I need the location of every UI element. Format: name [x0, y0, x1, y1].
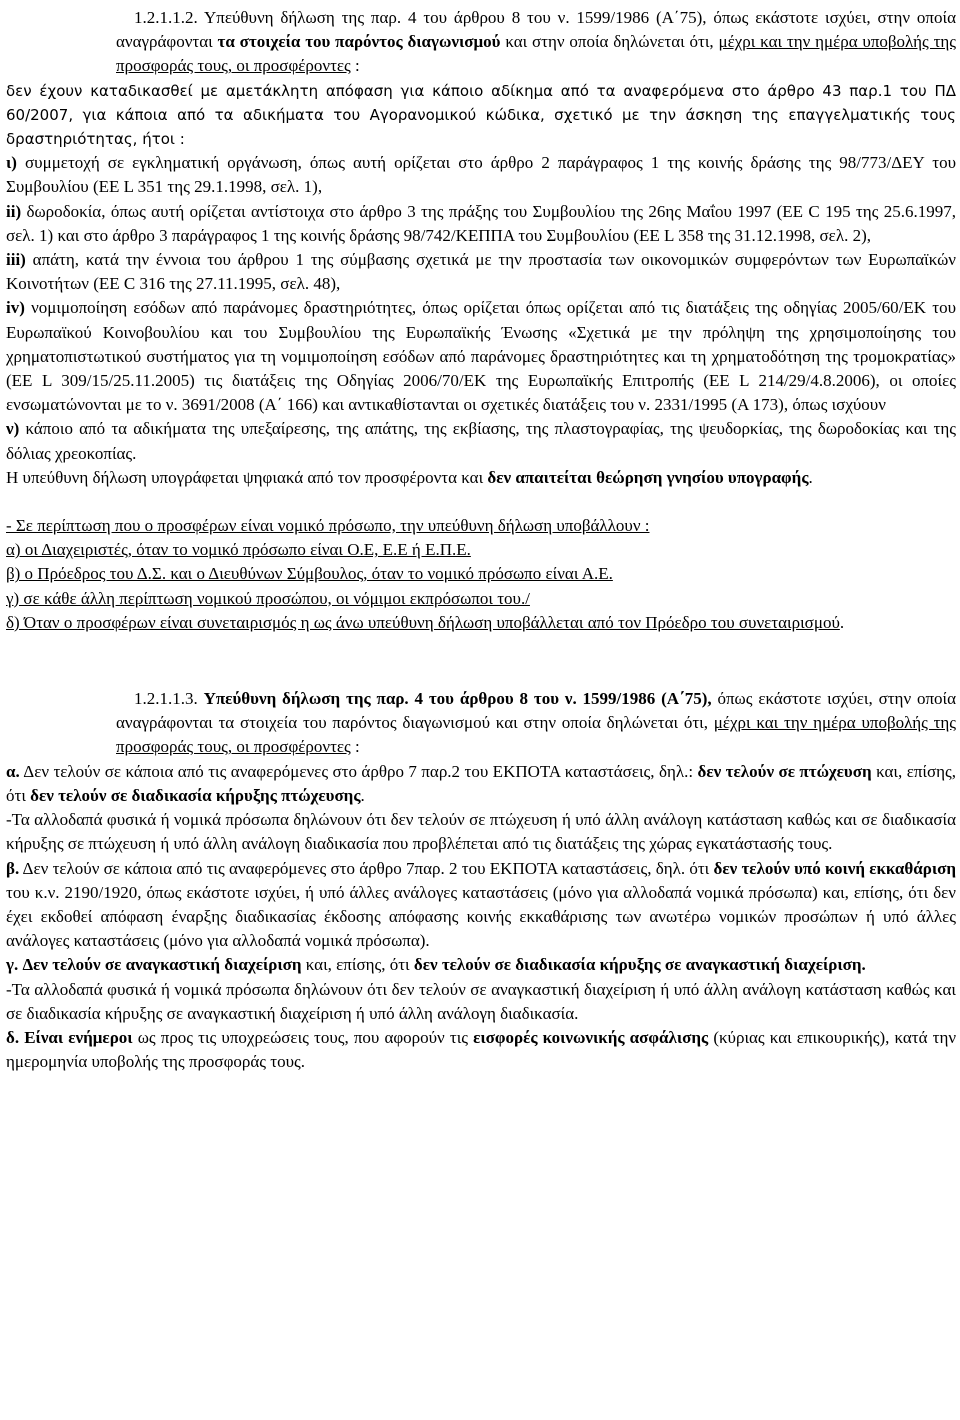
legal-entity-d: δ) Όταν ο προσφέρων είναι συνεταιρισμός η ως άνω υπεύθυνη δήλωση υποβάλλεται από τον Πρόεδρο του συνεταιρισμού. — [6, 612, 845, 632]
list-item-i: ι) συμμετοχή σε εγκληματική οργάνωση, όπως αυτή ορίζεται στο άρθρο 2 παράγραφος 1 της κοινής δράσης της 98/773/ΔΕΥ του Συμβουλίου (ΕΕ L 351 της 29.1.1998, σελ. 1), — [6, 153, 956, 197]
item-c: γ. Δεν τελούν σε αναγκαστική διαχείριση και, επίσης, ότι δεν τελούν σε διαδικασία κήρυξης σε αναγκαστική διαχείριση. — [6, 955, 866, 975]
section-1-heading: Υπεύθυνη δήλωση της παρ. 4 του άρθρου 8 του ν. 1599/1986 (Α΄75), όπως — [203, 8, 749, 27]
list-item-v: ν) κάποιο από τα αδικήματα της υπεξαίρεσης, της απάτης, της εκβίασης, της πλαστογραφίας, της ψευδορκίας, της δωροδοκίας και της δόλιας χρεοκοπίας. — [6, 419, 957, 463]
list-item-ii: ii) δωροδοκία, όπως αυτή ορίζεται αντίστοιχα στο άρθρο 3 της πράξης του Συμβουλίου της 26ης Μαΐου 1997 (ΕΕ C 195 της 25.6.1997, σελ. 1) και στο άρθρο 3 παράγραφος 1 της κοινής δράσης 98/742/ΚΕΠΠΑ του Συμβουλίου (ΕΕ L 358 της 31.12.1998, σελ. 2), — [6, 201, 956, 245]
legal-entity-c: γ) σε κάθε άλλη περίπτωση νομικού προσώπου, οι νόμιμοι εκπρόσωποι του./ — [6, 588, 530, 608]
legal-entity-a: α) οι Διαχειριστές, όταν το νομικό πρόσωπο είναι Ο.Ε, Ε.Ε ή Ε.Π.Ε. — [6, 540, 471, 560]
signature-note: Η υπεύθυνη δήλωση υπογράφεται ψηφιακά από τον προσφέροντα και δεν απαιτείται θεώρηση γνησίου υπογραφής. — [6, 467, 813, 487]
legal-entity-intro: - Σε περίπτωση που ο προσφέρων είναι νομικό πρόσωπο, την υπεύθυνη δήλωση υποβάλλουν : — [6, 516, 650, 536]
spacer — [6, 490, 956, 514]
section-1-number: 1.2.1.1.2. — [134, 8, 198, 27]
item-c-foreign: -Τα αλλοδαπά φυσικά ή νομικά πρόσωπα δηλώνουν ότι δεν τελούν σε αναγκαστική διαχείριση ή υπό άλλη ανάλογη κατάσταση καθώς και σε διαδικασία κήρυξης σε αναγκαστική διαχείριση ή υπό άλλη ανάλογη διαδικασία. — [6, 979, 956, 1023]
section-2-number: 1.2.1.1.3. — [134, 689, 198, 709]
item-a-foreign: -Τα αλλοδαπά φυσικά ή νομικά πρόσωπα δηλώνουν ότι δεν τελούν σε πτώχευση ή υπό άλλη ανάλογη κατάσταση καθώς και σε διαδικασία κήρυξης σε πτώχευση ή υπό άλλη ανάλογη διαδικασία που προβλέπεται από τις διατάξεις της χώρας εγκατάστασής τους. — [6, 810, 956, 854]
section-1-intro: 1.2.1.1.2. Υπεύθυνη δήλωση της παρ. 4 του άρθρου 8 του ν. 1599/1986 (Α΄75), όπως εκάστοτε ισχύει, στην οποία αναγράφονται τα στοιχεία του παρόντος διαγωνισμού και στην οποία δηλώνεται ότι, μέχρι και την ημέρα υποβολής της προσφοράς τους, οι προσφέροντες : — [116, 8, 957, 76]
section-2-intro: 1.2.1.1.3. Υπεύθυνη δήλωση της παρ. 4 του άρθρου 8 του ν. 1599/1986 (Α΄75), όπως εκάστοτε ισχύει, στην οποία αναγράφονται τα στοιχεία του παρόντος διαγωνισμού και στην οποία δηλώνεται ότι, μέχρι και την ημέρα υποβολής της προσφοράς τους, οι προσφέροντες : — [116, 689, 957, 757]
list-item-iv: iv) νομιμοποίηση εσόδων από παράνομες δραστηριότητες, όπως ορίζεται όπως ορίζεται από τις διατάξεις της οδηγίας 2005/60/ΕΚ του Ευρωπαϊκού Κοινοβουλίου και του Συμβουλίου της Ευρωπαϊκής Ένωσης «Σχετικά με την πρόληψη της χρησιμοποίησης του χρηματοπιστωτικού συστήματος για τη νομιμοποίηση εσόδων από παράνομες δραστηριότητες και τη χρηματοδότηση της τρομοκρατίας» (ΕΕ L 309/15/25.11.2005) τις διατάξεις της Οδηγίας 2006/70/ΕΚ της Ευρωπαϊκής Επιτροπής (ΕΕ L 214/29/4.8.2006), οι οποίες ενσωματώνονται με το ν. 3691/2008 (Α΄ 166) και αντικαθίστανται οι σχετικές διατάξεις του ν. 2331/1995 (Α 173), όπως ισχύουν — [6, 298, 956, 415]
legal-entity-b: β) ο Πρόεδρος του Δ.Σ. και ο Διευθύνων Σύμβουλος, όταν το νομικό πρόσωπο είναι Α.Ε. — [6, 564, 613, 584]
item-d: δ. Είναι ενήμεροι ως προς τις υποχρεώσεις τους, που αφορούν τις εισφορές κοινωνικής ασφάλισης (κύριας και επικουρικής), κατά την ημερομηνία υποβολής της προσφοράς τους. — [6, 1027, 957, 1072]
section-2-heading: Υπεύθυνη δήλωση της παρ. 4 του άρθρου 8 του ν. 1599/1986 (Α΄75), — [203, 689, 712, 709]
item-a: α. Δεν τελούν σε κάποια από τις αναφερόμενες στο άρθρο 7 παρ.2 του ΕΚΠΟΤΑ καταστάσεις, δηλ.: δεν τελούν σε πτώχευση και, επίσης, ότι δεν τελούν σε διαδικασία κήρυξης πτώχευσης. — [6, 761, 957, 805]
list-item-iii: iii) απάτη, κατά την έννοια του άρθρου 1 της σύμβασης σχετικά με την προστασία των οικονομικών συμφερόντων των Ευρωπαϊκών Κοινοτήτων (ΕΕ C 316 της 27.11.1995, σελ. 48), — [6, 250, 956, 294]
section-1-statement: δεν έχουν καταδικασθεί με αμετάκλητη απόφαση για κάποιο αδίκημα από τα αναφερόμενα στο άρθρο 43 παρ.1 του ΠΔ 60/2007, για κάποια από τα αδικήματα του Αγορανομικού κώδικα, σχετικό με την άσκηση της επαγγελματικής τους δραστηριότητας, ήτοι : — [6, 81, 956, 149]
spacer — [6, 635, 956, 687]
item-b: β. Δεν τελούν σε κάποια από τις αναφερόμενες στο άρθρο 7παρ. 2 του ΕΚΠΟΤΑ καταστάσεις, δηλ. ότι δεν τελούν υπό κοινή εκκαθάριση του κ.ν. 2190/1920, όπως εκάστοτε ισχύει, ή υπό άλλες ανάλογες καταστάσεις (μόνο για αλλοδαπά νομικά πρόσωπα) και, επίσης, ότι δεν έχει εκδοθεί απόφαση έναρξης διαδικασίας έκδοσης απόφασης κοινής εκκαθάρισης των ανωτέρω νομικών προσώπων ή υπό άλλες ανάλογες καταστάσεις (μόνο για αλλοδαπά νομικά πρόσωπα). — [6, 858, 956, 951]
